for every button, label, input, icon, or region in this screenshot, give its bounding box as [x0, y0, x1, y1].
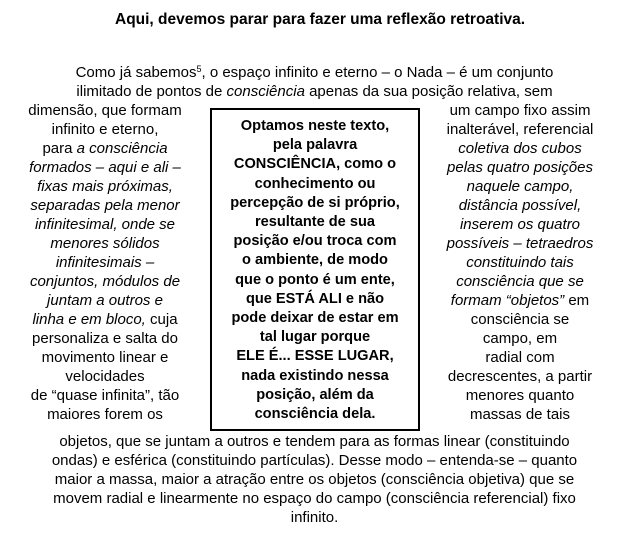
right-column-line	[420, 120, 620, 139]
italic-text: distância possível,	[458, 197, 582, 214]
line-text: , o espaço infinito e eterno – o Nada – é um conjunto	[201, 64, 554, 81]
italic-text: formados – aqui e ali –	[29, 159, 181, 176]
box-line: nada existindo nessa	[241, 367, 389, 384]
left-column-line	[0, 367, 210, 386]
box-line: conhecimento ou	[254, 175, 376, 192]
italic-text: infinitesimal, onde se	[34, 216, 176, 233]
line-text: menores quanto	[465, 387, 575, 404]
line-text: em	[564, 292, 590, 309]
right-column-line	[420, 367, 620, 386]
italic-text: consciência que se	[456, 273, 584, 290]
line-text: decrescentes, a partir	[447, 368, 593, 385]
italic-text: formam “objetos”	[450, 292, 565, 309]
left-column-line: maiores forem os	[47, 406, 163, 423]
right-column-line	[420, 253, 620, 272]
italic-text: pelas quatro posições	[447, 159, 593, 176]
box-line: ELE É... ESSE LUGAR,	[236, 348, 394, 365]
left-column-line	[0, 158, 210, 177]
italic-text: menores sólidos	[50, 235, 160, 252]
line-text: consciência se	[470, 311, 570, 328]
italic-text: naquele campo,	[466, 178, 574, 195]
section-title: Aqui, devemos parar para fazer uma reflexão retroativa.	[115, 11, 526, 28]
right-column-line	[420, 177, 620, 196]
line-text: Como já sabemos	[75, 64, 197, 81]
paragraph-line: infinito.	[290, 509, 339, 526]
right-column-line	[420, 272, 620, 291]
paragraph-line	[0, 82, 629, 101]
italic-text: juntam a outros e	[47, 292, 163, 309]
box-line: que o ponto é um ente,	[235, 271, 395, 288]
line-text: massas de tais	[469, 406, 571, 423]
line-text: radial com	[485, 349, 555, 366]
line-text: campo, em	[482, 330, 558, 347]
left-column-line	[0, 253, 210, 272]
left-column-line	[0, 291, 210, 310]
right-column-line	[420, 158, 620, 177]
line-text: para	[42, 140, 77, 157]
italic-text: coletiva dos cubos	[458, 140, 582, 157]
line-text: inalterável, referencial	[446, 121, 594, 138]
italic-text: consciência	[226, 83, 305, 100]
left-column-line	[0, 272, 210, 291]
right-column-line	[420, 215, 620, 234]
italic-text: inserem os quatro	[459, 216, 581, 233]
box-line: resultante de sua	[254, 214, 376, 231]
left-column-line	[0, 177, 210, 196]
box-line: pela palavra	[272, 137, 358, 154]
italic-text: conjuntos, módulos de	[29, 273, 181, 290]
line-text: velocidades	[65, 368, 145, 385]
left-column-line	[0, 329, 210, 348]
line-text: cuja	[145, 311, 178, 328]
box-line: o ambiente, de modo	[242, 252, 388, 269]
right-column-line	[420, 234, 620, 253]
left-column-line	[0, 139, 210, 158]
left-column-line	[0, 120, 210, 139]
italic-text: separadas pela menor	[30, 197, 180, 214]
right-column-line	[420, 348, 620, 367]
definition-box	[210, 108, 420, 431]
box-line: percepção de si próprio,	[230, 194, 400, 211]
paragraph-line	[0, 63, 629, 82]
left-column-line	[0, 101, 210, 120]
italic-text: possíveis – tetraedros	[446, 235, 594, 252]
box-line: que ESTÁ ALI e não	[245, 290, 385, 307]
paragraph-line: maior a massa, maior a atração entre os objetos (consciência objetiva) que se	[54, 471, 575, 488]
box-line: tal lugar porque	[259, 329, 371, 346]
box-line: Optamos neste texto,	[240, 118, 390, 134]
right-column-line	[420, 139, 620, 158]
right-column-line	[420, 329, 620, 348]
left-column-line	[0, 196, 210, 215]
paragraph-line: movem radial e linearmente no espaço do campo (consciência referencial) fixo	[53, 490, 576, 507]
line-text: de “quase infinita”, tão	[30, 387, 180, 404]
box-line: pode deixar de estar em	[231, 310, 399, 327]
left-column-line	[0, 215, 210, 234]
left-column-line	[0, 310, 210, 329]
line-text: personaliza e salta do	[32, 330, 178, 347]
footnote-ref[interactable]: 5	[196, 64, 202, 74]
italic-text: linha e em bloco,	[32, 311, 146, 328]
paragraph-line: objetos, que se juntam a outros e tendem para as formas linear (constituindo	[59, 433, 570, 450]
line-text: um campo fixo assim	[449, 102, 591, 119]
line-text: ilimitado de pontos de	[76, 83, 227, 100]
box-line: CONSCIÊNCIA, como o	[233, 156, 397, 173]
paragraph-line: ondas) e esférica (constituindo partículas). Desse modo – entenda-se – quanto	[51, 452, 578, 469]
left-column-line	[0, 386, 210, 405]
left-column-line	[0, 234, 210, 253]
box-line: posição, além da	[256, 386, 374, 403]
italic-text: fixas mais próximas,	[37, 178, 173, 195]
line-text: dimensão, que formam	[28, 102, 182, 119]
right-column-line	[420, 101, 620, 120]
right-column-line	[420, 405, 620, 424]
box-line: consciência dela.	[254, 406, 376, 423]
right-column-line	[420, 196, 620, 215]
italic-text: infinitesimais –	[55, 254, 155, 271]
left-column-line	[0, 348, 210, 367]
italic-text: a consciência	[76, 140, 168, 157]
line-text: apenas da sua posição relativa, sem	[304, 83, 553, 100]
right-column-line	[420, 291, 620, 310]
italic-text: constituindo tais	[466, 254, 574, 271]
line-text: infinito e eterno,	[51, 121, 159, 138]
right-column-line	[420, 310, 620, 329]
right-column-line	[420, 386, 620, 405]
line-text: movimento linear e	[41, 349, 169, 366]
box-line: posição e/ou troca com	[233, 233, 397, 250]
